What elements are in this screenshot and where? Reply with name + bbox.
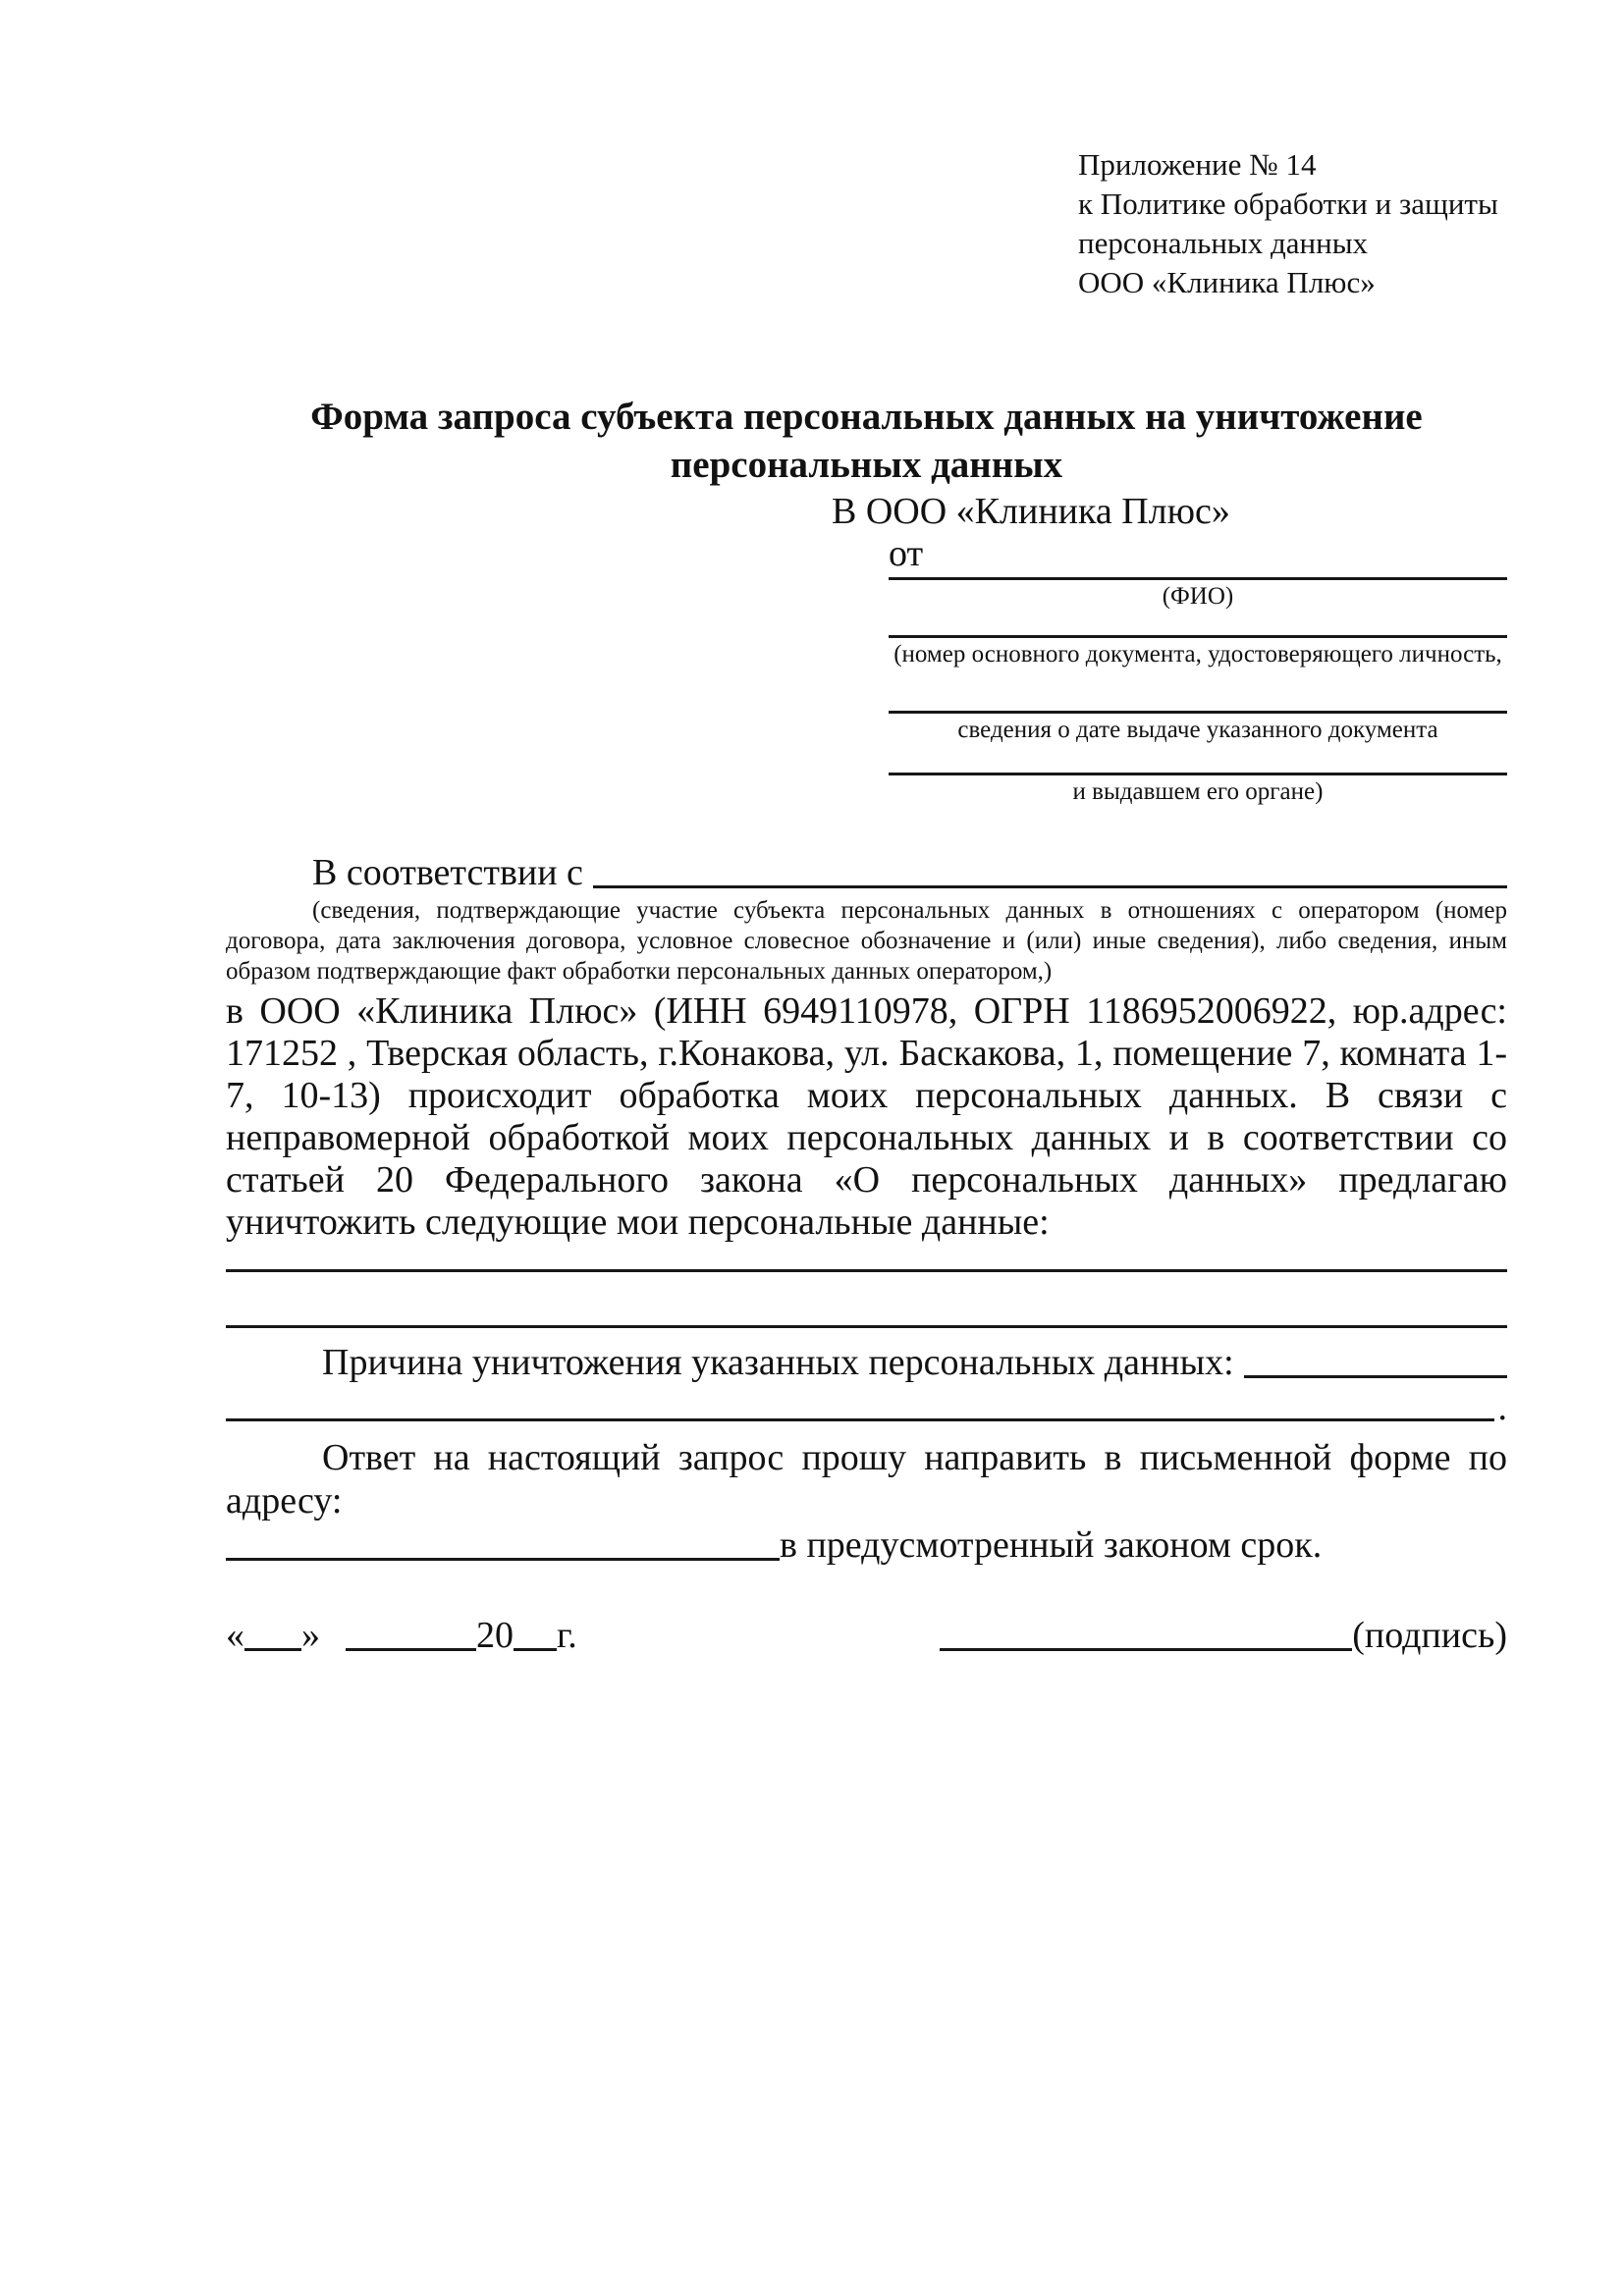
doc-issuer-caption: и выдавшем его органе) [1072,778,1324,805]
appendix-line-4: ООО «Клиника Плюс» [1078,265,1376,299]
doc-number-caption: (номер основного документа, удостоверяющего личность, [893,641,1502,667]
appendix-line-3: персональных данных [1078,226,1369,260]
document-title: Форма запроса субъекта персональных данных на уничтожение персональных данных [310,396,1423,486]
signature-blank-line [940,1648,1352,1651]
year-blank-line [514,1648,557,1651]
reason-blank-line-1 [1244,1340,1507,1378]
personal-data-blank-line-2 [226,1272,1507,1328]
main-paragraph: в ООО «Клиника Плюс» (ИНН 6949110978, ОГРН 1186952006922, юр.адрес: 171252 , Тверская область, г.Конакова, ул. Баскакова, 1, помещение 7, комната 1-7, 10-13) происходит обработка моих персональных данных. В связи с неправомерной обработкой моих персональных данных и в соответствии со статьей 20 Федерального закона «О персональных данных» предлагаю уничтожить следующие мои персональные данные: [226,990,1507,1243]
year-prefix: 20 [476,1615,514,1656]
response-address-row [226,1522,1507,1568]
accordance-row [226,850,1507,895]
response-sentence: Ответ на настоящий запрос прошу направить в письменной форме по адресу: [226,1437,1507,1522]
signature-date-row [226,1613,1507,1658]
response-tail: в предусмотренный законом срок. [780,1524,1323,1566]
date-field [226,1613,577,1658]
accordance-lead: В соответствии с [312,852,583,893]
addressee: В ООО «Клиника Плюс» [832,491,1230,532]
reason-period: . [1497,1387,1507,1428]
reason-label: Причина уничтожения указанных персональных данных: [322,1342,1234,1383]
accordance-note: (сведения, подтверждающие участие субъекта персональных данных в отношениях с оператором (номер договора, дата заключения договора, условное словесное обозначение и (или) иные сведения), либо сведения, иным образом подтверждающие факт обработки персональных данных оператором,) [226,897,1507,985]
date-close-quote: » [301,1615,320,1656]
from-label: от [889,533,924,574]
signature-field [940,1613,1507,1658]
requester-fields [889,577,1507,809]
date-open-quote: « [226,1615,244,1656]
reason-row [226,1340,1507,1385]
reason-row-2 [226,1385,1507,1430]
doc-issue-date-caption: сведения о дате выдаче указанного документа [957,717,1438,743]
day-blank-line [244,1648,301,1651]
reason-blank-line-2 [226,1418,1494,1421]
appendix-line-1: Приложение № 14 [1078,147,1317,182]
fio-caption: (ФИО) [1162,583,1234,610]
year-suffix: г. [557,1615,577,1656]
month-blank-line [346,1648,476,1651]
appendix-line-2: к Политике обработки и защиты [1078,187,1498,221]
personal-data-blank-line-1 [226,1244,1507,1272]
accordance-blank-line [593,850,1507,888]
signature-caption: (подпись) [1352,1615,1507,1656]
address-blank-line [226,1558,780,1561]
appendix-header [1078,145,1507,302]
